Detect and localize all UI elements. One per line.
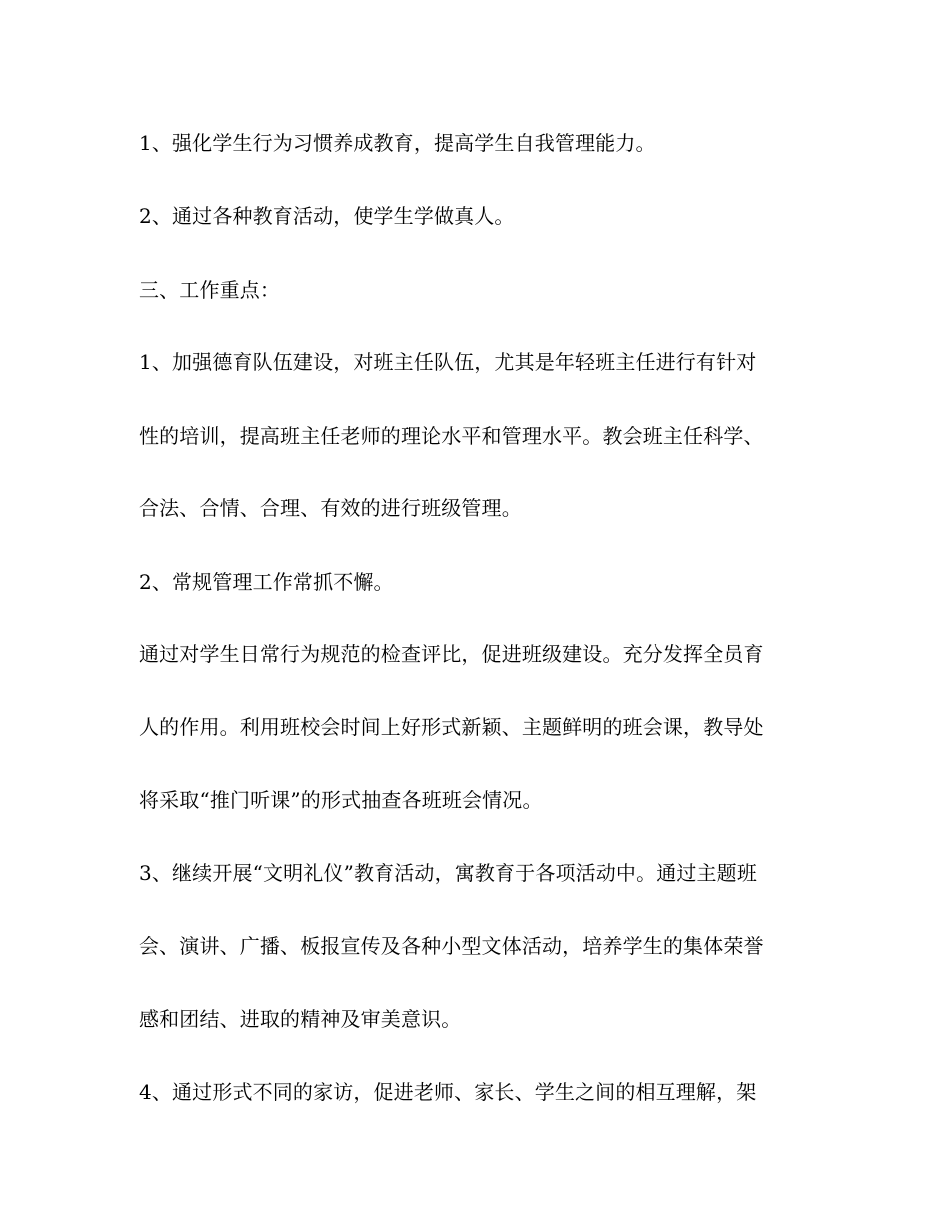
text-line-activities: 2、通过各种教育活动，使学生学做真人。 [139,204,515,228]
text-line-habits: 1、强化学生行为习惯养成教育，提高学生自我管理能力。 [139,131,656,155]
text-line-speech-activities: 会、演讲、广播、板报宣传及各种小型文体活动，培养学生的集体荣誉 [139,934,764,958]
text-line-inspection: 通过对学生日常行为规范的检查评比，促进班级建设。充分发挥全员育 [139,642,764,666]
text-line-team-building: 1、加强德育队伍建设，对班主任队伍，尤其是年轻班主任进行有针对 [139,350,757,374]
text-line-class-meeting: 人的作用。利用班校会时间上好形式新颖、主题鲜明的班会课，教导处 [139,715,764,739]
text-line-routine-management: 2、常规管理工作常抓不懈。 [139,570,394,594]
text-line-collective-spirit: 感和团结、进取的精神及审美意识。 [139,1007,462,1031]
text-line-home-visits: 4、通过形式不同的家访，促进老师、家长、学生之间的相互理解，架 [139,1080,757,1104]
text-line-training: 性的培训，提高班主任老师的理论水平和管理水平。教会班主任科学、 [139,424,764,448]
text-line-lesson-check: 将采取“推门听课”的形式抽查各班班会情况。 [139,788,543,812]
text-line-class-management: 合法、合情、合理、有效的进行班级管理。 [139,496,522,520]
text-line-etiquette: 3、继续开展“文明礼仪”教育活动，寓教育于各项活动中。通过主题班 [139,861,757,885]
section-heading-work-focus: 三、工作重点： [139,278,281,302]
